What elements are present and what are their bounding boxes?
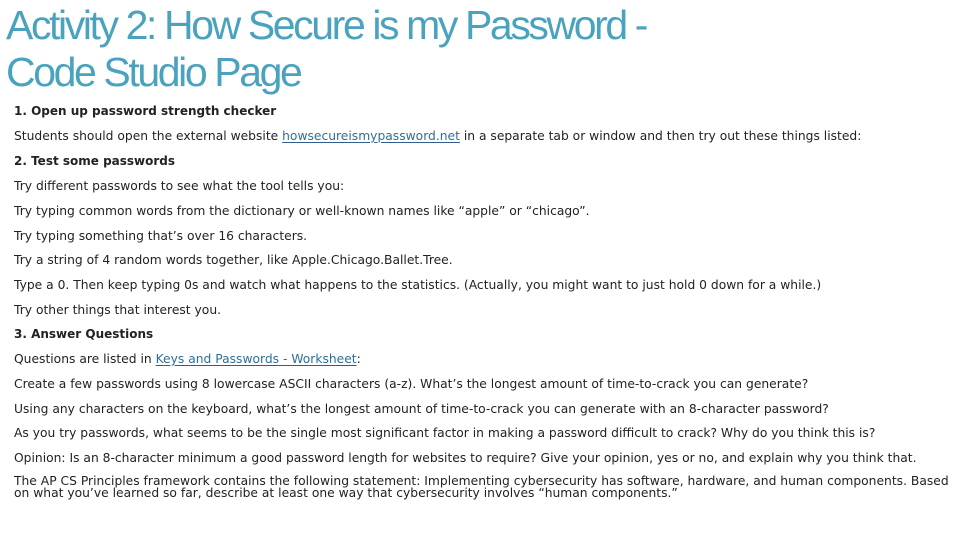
test-item: Type a 0. Then keep typing 0s and watch what happens to the statistics. (Actually, you might want to just hold 0 down for a while.) [14, 278, 822, 292]
worksheet-link[interactable]: Keys and Passwords - Worksheet [155, 352, 357, 366]
section-3-text-after-link: : [356, 352, 361, 366]
section-3-heading: 3. Answer Questions [14, 327, 154, 341]
section-1-instructions [14, 128, 861, 144]
question-item: As you try passwords, what seems to be the single most significant factor in making a password difficult to crack? Why do you think this is? [14, 426, 876, 440]
section-3-intro [14, 351, 361, 367]
question-item: Create a few passwords using 8 lowercase ASCII characters (a-z). What’s the longest amount of time-to-crack you can generate? [14, 377, 809, 391]
test-item: Try typing something that’s over 16 characters. [14, 229, 308, 243]
slide-title-line-1: Activity 2: How Secure is my Password - [6, 2, 647, 48]
section-3-text-before-link: Questions are listed in [14, 352, 156, 366]
test-item: Try a string of 4 random words together, like Apple.Chicago.Ballet.Tree. [14, 253, 453, 267]
question-item: Using any characters on the keyboard, what’s the longest amount of time-to-crack you can generate with an 8-character password? [14, 402, 829, 416]
test-item: Try other things that interest you. [14, 303, 222, 317]
section-1-text-after-link: in a separate tab or window and then try out these things listed: [459, 129, 862, 143]
section-2-heading: 2. Test some passwords [14, 154, 176, 168]
slide-title [6, 2, 646, 96]
howsecureismypassword-link[interactable]: howsecureismypassword.net [282, 129, 460, 143]
slide-title-line-2: Code Studio Page [6, 49, 301, 95]
question-item: Opinion: Is an 8-character minimum a good password length for websites to require? Give your opinion, yes or no, and explain why you think that. [14, 451, 917, 465]
section-1-heading: 1. Open up password strength checker [14, 104, 277, 118]
test-item: Try typing common words from the dictionary or well-known names like “apple” or “chicago”. [14, 204, 590, 218]
test-item: Try different passwords to see what the tool tells you: [14, 179, 345, 193]
closing-question: The AP CS Principles framework contains the following statement: Implementing cybersecurity has software, hardware, and human components. Based on what you’ve learned so far, describe at least one way that cybersecurity involves “human components.” [14, 474, 949, 500]
section-1-text-before-link: Students should open the external website [14, 129, 283, 143]
